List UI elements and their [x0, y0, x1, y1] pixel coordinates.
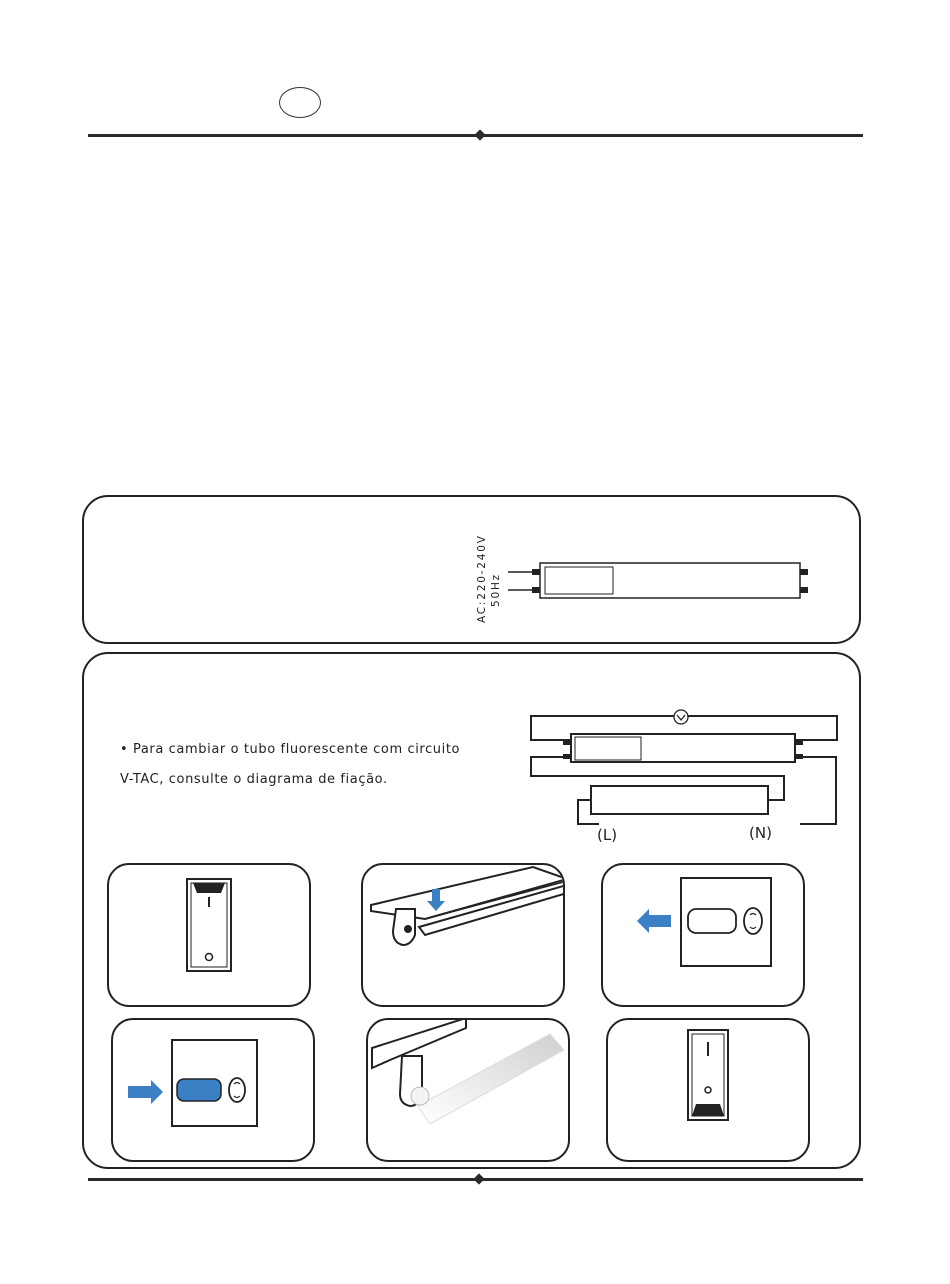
tube-holder-insert-icon	[363, 865, 565, 1007]
starter-insert-icon	[113, 1020, 315, 1162]
live-label: (L)	[597, 826, 618, 844]
switch-on-icon	[109, 865, 311, 1007]
instruction-text-1: Para cambiar o tubo fluorescente com circuito	[133, 742, 461, 757]
header-rule-notch	[474, 129, 485, 140]
instruction-line-1	[120, 742, 460, 757]
tube-rotate-icon	[368, 1020, 570, 1162]
language-badge	[279, 87, 321, 118]
step-4-insert-starter	[111, 1018, 315, 1162]
starter-remove-icon	[603, 865, 805, 1007]
step-6-switch-off	[606, 1018, 810, 1162]
frequency-rating: 50Hz	[490, 573, 502, 607]
footer-rule-notch	[473, 1173, 484, 1184]
step-2-insert-tube	[361, 863, 565, 1007]
voltage-rating: AC:220-240V	[476, 534, 488, 623]
step-5-rotate-tube	[366, 1018, 570, 1162]
neutral-label: (N)	[749, 824, 772, 842]
voltage-label	[472, 533, 512, 623]
switch-off-icon	[608, 1020, 810, 1162]
instruction-text-2: V-TAC, consulte o diagrama de fiação.	[120, 772, 388, 787]
instruction-bullet: •	[120, 742, 129, 757]
step-1-switch-on	[107, 863, 311, 1007]
step-3-remove-starter	[601, 863, 805, 1007]
